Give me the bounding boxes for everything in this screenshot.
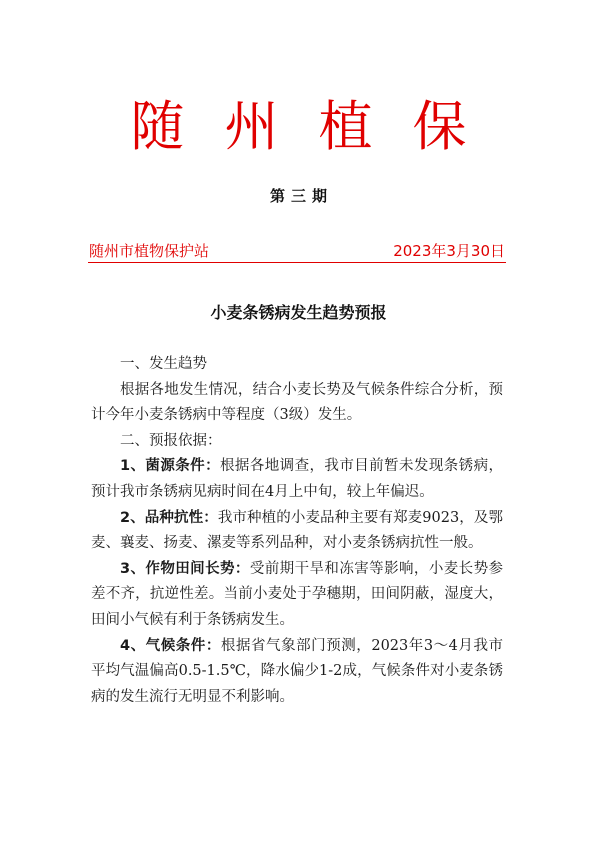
basis-item-climate [91,634,503,711]
masthead-title: 随州植保 [130,95,507,158]
publish-date: 2023年3月30日 [393,242,505,260]
basis-item-lead: 4、气候条件： [120,637,221,654]
basis-item-variety [91,506,503,557]
publisher-name: 随州市植物保护站 [89,242,210,260]
basis-item-text: 受前期干旱和冻害等影响，小麦长势参差不齐，抗逆性差。当前小麦处于孕穗期，田间阴蔽，湿度大，田间小气候有利于条锈病发生。 [91,560,504,628]
section-paragraph-trend: 根据各地发生情况，结合小麦长势及气候条件综合分析，预计今年小麦条锈病中等程度（3级）发生。 [91,381,503,424]
basis-item-lead: 1、菌源条件： [120,458,221,475]
header-divider [88,262,506,263]
basis-item-text: 根据省气象部门预测，2023年3～4月我市平均气温偏高0.5-1.5℃，降水偏少1-2成，气候条件对小麦条锈病的发生流行无明显不利影响。 [91,637,503,705]
basis-item-text: 根据各地调查，我市目前暂未发现条锈病，预计我市条锈病见病时间在4月上中旬，较上年偏迟。 [91,458,504,500]
section-heading-trend: 一、发生趋势 [120,356,207,372]
basis-item-crop-growth [91,557,503,634]
section-heading-basis: 二、预报依据： [120,432,222,449]
basis-item-text: 我市种植的小麦品种主要有郑麦9023，及鄂麦、襄麦、扬麦、漯麦等系列品种，对小麦条锈病抗性一般。 [91,509,503,552]
issue-number: 第三期 [269,187,333,205]
basis-item-lead: 3、作物田间长势： [120,560,250,577]
document-body [91,352,503,710]
document-title: 小麦条锈病发生趋势预报 [210,303,387,322]
basis-item-pathogen [91,454,503,505]
basis-item-lead: 2、品种抗性： [120,509,218,526]
